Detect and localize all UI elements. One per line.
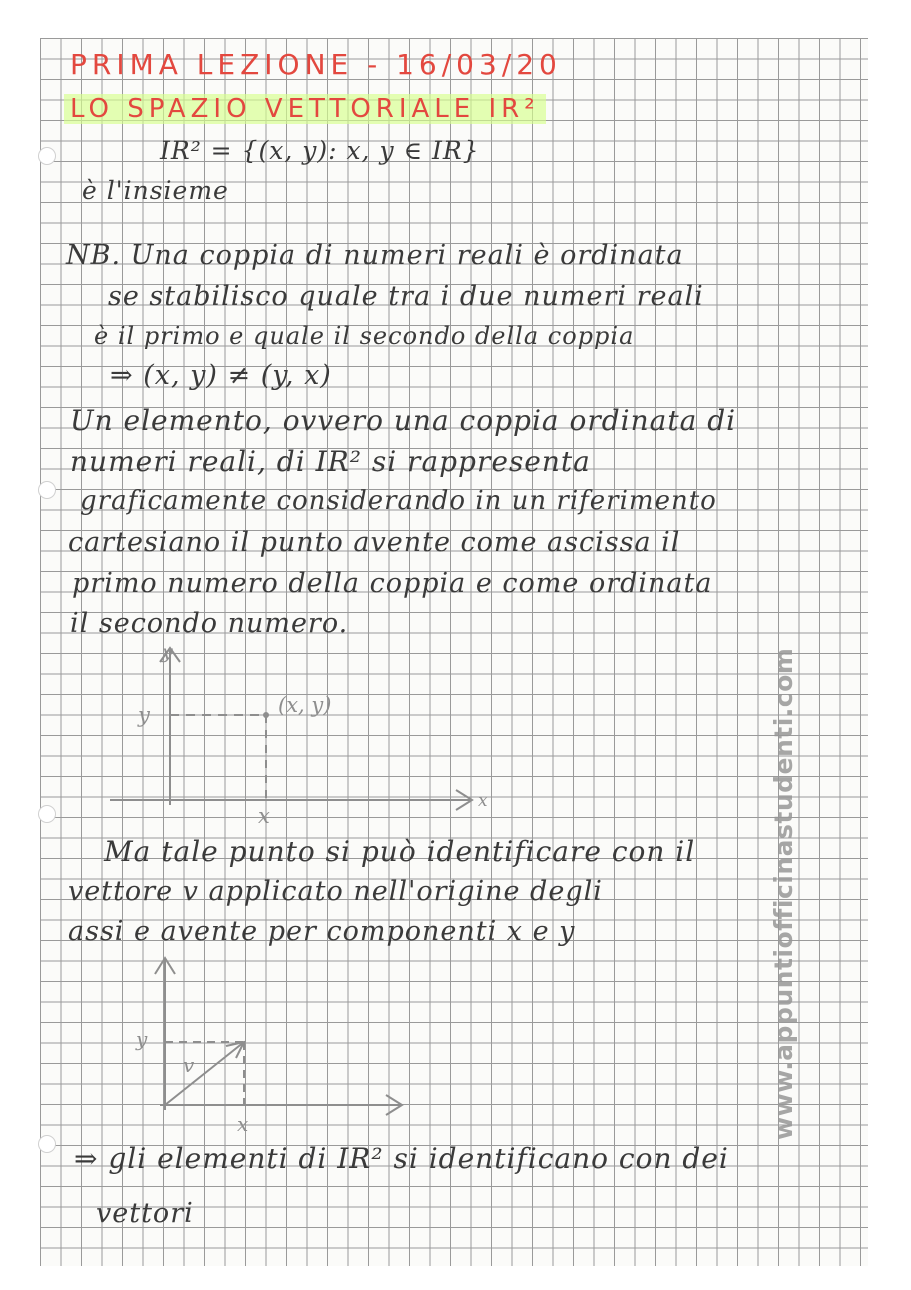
definition-text: è l'insieme — [82, 176, 229, 205]
body-line: cartesiano il punto avente come ascissa il — [68, 527, 681, 558]
binder-hole — [38, 1135, 56, 1153]
body-line: vettore v applicato nell'origine degli — [68, 876, 603, 907]
conclusion-line: vettori — [96, 1198, 194, 1229]
binder-hole — [38, 805, 56, 823]
x-tick-label: x — [237, 1112, 249, 1135]
note-line: se stabilisco quale tra i due numeri reali — [108, 281, 704, 312]
x-tick-label: x — [258, 804, 270, 828]
body-line: il secondo numero. — [70, 608, 349, 639]
note-line: è il primo e quale il secondo della coppia — [94, 322, 635, 350]
binder-hole — [38, 147, 56, 165]
vector-v-arrow — [165, 1042, 244, 1105]
lesson-title: PRIMA LEZIONE - 16/03/20 — [70, 48, 562, 81]
y-axis-label: y — [162, 641, 173, 663]
body-line: primo numero della coppia e come ordinata — [72, 568, 713, 599]
cartesian-point-figure — [100, 640, 500, 830]
conclusion-line: ⇒ gli elementi di IR² si identificano con dei — [74, 1142, 729, 1175]
body-line: assi e avente per componenti x e y — [68, 916, 576, 947]
x-axis-label: x — [478, 791, 488, 811]
note-line: ⇒ (x, y) ≠ (y, x) — [110, 360, 332, 391]
watermark-text: www.appuntiofficinastudenti.com — [769, 647, 798, 1140]
note-line: NB. Una coppia di numeri reali è ordinata — [66, 240, 684, 271]
y-tick-label: y — [138, 703, 150, 727]
point-label: (x, y) — [278, 693, 332, 717]
point-marker — [263, 712, 269, 718]
body-line: graficamente considerando in un riferimento — [80, 486, 717, 516]
body-line: Ma tale punto si può identificare con il — [104, 835, 696, 868]
lesson-subtitle: LO SPAZIO VETTORIALE IR² — [64, 94, 546, 124]
definition-formula: IR² = {(x, y): x, y ∈ IR} — [160, 136, 480, 165]
body-line: numeri reali, di IR² si rappresenta — [70, 445, 591, 478]
y-tick-label: y — [136, 1027, 148, 1051]
body-line: Un elemento, ovvero una coppia ordinata di — [70, 404, 737, 437]
vector-figure — [120, 950, 420, 1135]
binder-hole — [38, 481, 56, 499]
vector-label: v — [183, 1053, 195, 1077]
